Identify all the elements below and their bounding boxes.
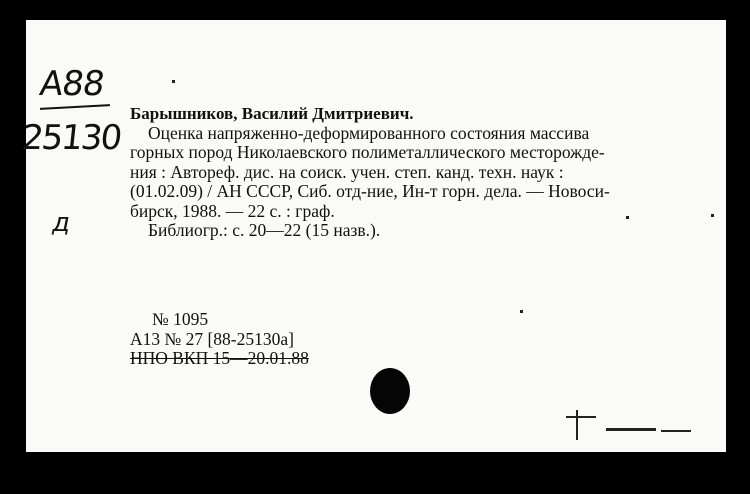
title-line-4: (01.02.09) / АН СССР, Сиб. отд-ние, Ин-т горн. дела. — Новоси- [130,181,610,201]
scan-speck [172,80,175,83]
scan-border-left [0,0,26,494]
handwritten-shelf-mark: A88 [37,64,107,104]
scan-speck [626,216,629,219]
registration-number: № 1095 [152,309,209,329]
registration-block [130,310,309,369]
title-line-1: Оценка напряженно-деформированного состояния массива [148,122,590,143]
scan-speck [711,214,714,217]
handwritten-letter: д [52,208,70,238]
bibliography-note: Библиогр.: с. 20—22 (15 назв.). [148,220,381,240]
scan-speck [520,310,523,313]
handwritten-underline [40,104,110,110]
scan-noise-marks [566,400,696,440]
organization-stamp: НПО ВКП 15—20.01.88 [130,348,309,368]
title-line-2: горных пород Николаевского полиметаллического месторожде- [130,142,605,162]
bibliographic-entry [130,104,720,241]
title-line-3: ния : Автореф. дис. на соиск. учен. степ. канд. техн. наук : [130,161,564,182]
catalog-code: А13 № 27 [88-25130а] [130,328,294,349]
ink-blot [370,368,410,414]
author-name: Барышников, Василий Дмитриевич. [130,104,414,123]
catalog-card [19,20,726,452]
handwritten-number: 25130 [19,118,123,158]
scan-border-bottom [0,452,750,494]
title-line-5: бирск, 1988. — 22 с. : граф. [130,200,335,221]
